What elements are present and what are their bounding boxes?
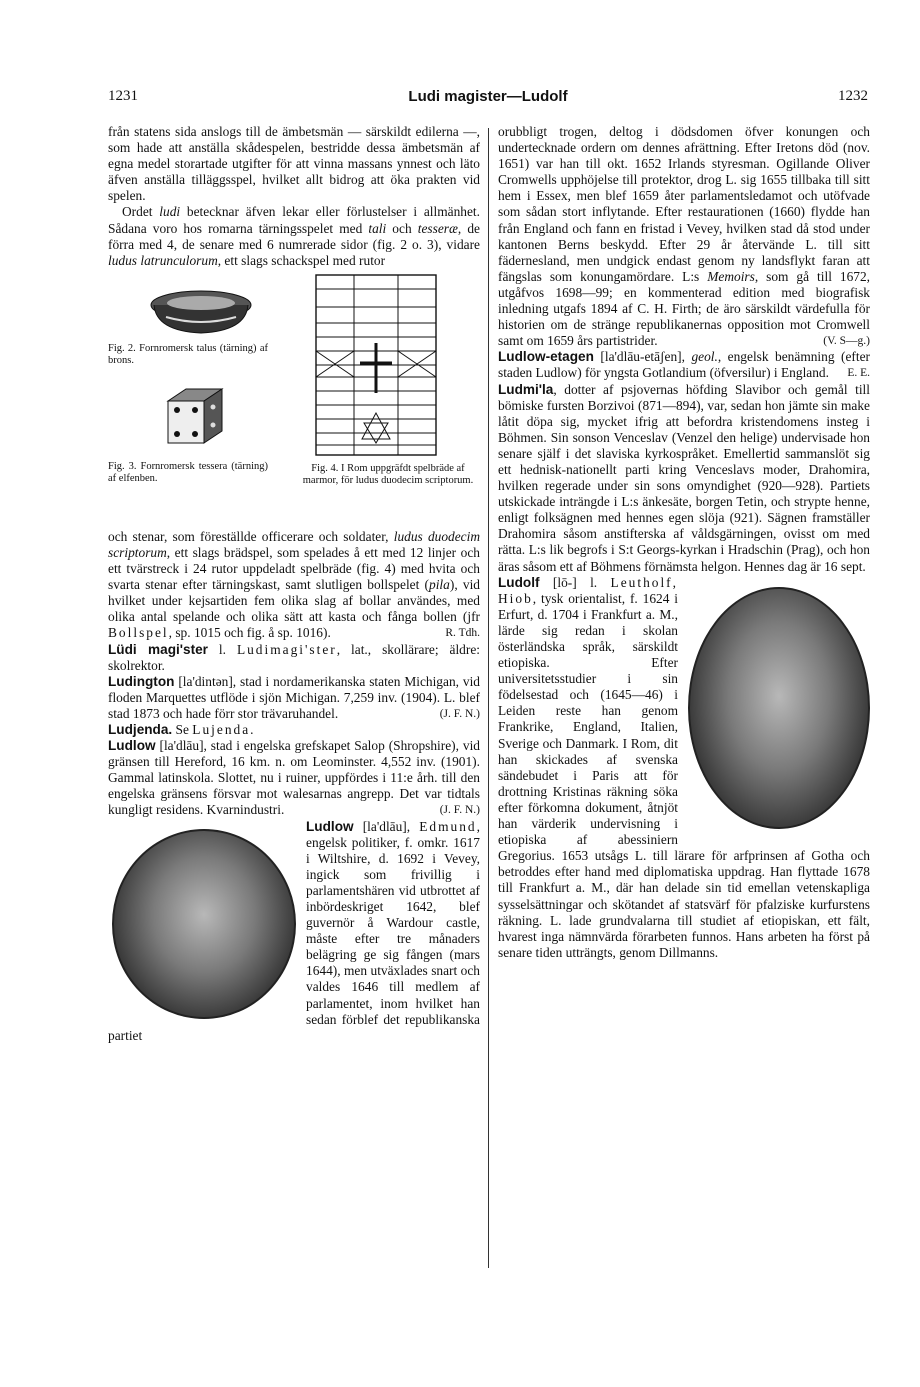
ludlow-portrait (112, 829, 296, 1019)
running-header (108, 88, 868, 110)
paragraph: från statens sida anslogs till de ämbetsmän — särskildt edilerna —, som hade att anställa skådespelen, bestridde dessa ämbetsmän af egna medel storartade utgifter för att vinna massans ynnest och läto äfven anställa tilläggsspel, hvilket allt bidrog att öka prakten vid spelen. (108, 124, 480, 204)
entry-ludmila: Ludmi'la, dotter af psjovernas höfding Slavibor och gemål till bömiske fursten Borzivoi (871—894), var, sedan hon jämte sin make låtit döpa sig, mycket ifrig att befordra kristendomens insteg i Böhmen. Sin sonson Venceslav (Venzel den helige) undervisade hon senare själf i det slaviska kyrkospråket. Emellertid sammanslöt sig ett hednisk-nationellt parti kring Venceslavs moder, Drahomira, hvilken regerade under sin sons omyndighet (920—928). Partiets utskickade inträngde i L:s änkesäte, borgen Tetin, och strypte henne, enligt folksägnen med hennes egen slöja (921). Sägnen framställer Drahomira såsom anstifterska af våldsgärningen, ovisst om med rätta. L:s lik begrofs i S:t Georgs-kyrkan i Hradschin (Prag), och hon äras såsom ett af Böhmens förnämsta helgon. Hennes dag är 16 sept. (498, 381, 870, 574)
figures-block (108, 273, 480, 523)
fig3-caption: Fig. 3. Fornromersk tessera (tärning) af elfenben. (108, 460, 268, 484)
paragraph: Ordet ludi betecknar äfven lekar eller förlustelser i allmänhet. Sådana voro hos romarna tärningsspelet med tali och tesseræ, de förra med 4, de senare med 6 numrerade sidor (fig. 2 o. 3), vidare ludus latrunculorum, ett slags schackspel med rutor (108, 204, 480, 268)
left-column (108, 124, 480, 1044)
running-title: Ludi magister—Ludolf (408, 88, 568, 105)
entry-ludlow-town: Ludlow [la'dlāu], stad i engelska grefskapet Salop (Shropshire), vid gränsen till Hereford, 16 km. n. om Leominster. 4,552 inv. (1901). Gammal latinskola. Slottet, nu i ruiner, uppfördes i 11:e årh. till den engelska gränsens försvar mot walesarnas angrepp. Det var tidtals kungligt residens. Kvarnindustri. (J. F. N.) (108, 738, 480, 818)
entry-ludjenda: Ludjenda. Se Lujenda. (108, 721, 254, 737)
fig4-caption: Fig. 4. I Rom uppgräfdt spelbräde af marmor, för ludus duodecim scriptorum. (302, 462, 474, 486)
entry-ludington: Ludington [la'dintən], stad i nordamerikanska staten Michigan, vid floden Marquettes utflöde i sjön Michigan. 7,259 inv. (1904). L. blef stad 1873 och hade förr stor trävaruhandel. (J. F. N.) (108, 673, 480, 721)
paragraph: orubbligt trogen, deltog i dödsdomen öfver konungen och undertecknade ordern om dennes afrättning. Efter Iretons död (nov. 1651) var han till okt. 1652 Irlands styresman. Ogillande Oliver Cromwells upphöjelse till protektor, drog L. sig 1655 tillbaka till sitt hem i Essex, men blef 1659 åter parlamentsledamot och utöfvade som sådan stort inflytande. Efter restaurationen (1660) flydde han från England och fann en fristad i Vevey, hvilken stad då stod under kantonen Berns beskydd. Efter 29 år återvände L. till sitt fädernesland, men undgick endast genom ny landsflykt faran att fängslas som konungamördare. L:s Memoirs, som gå till 1672, utgåfvos 1698—99; en kommenterad edition med biografisk inledning utgafs 1894 af C. H. Firth; de äro särskildt värdefulla för historien om de stränge republikanernas opposition mot Cromwell samt om 1659 års partistrider. (V. S—g.) (498, 124, 870, 349)
paragraph: och stenar, som föreställde officerare och soldater, ludus duodecim scriptorum, ett slags brädspel, som spelades å ett med 12 linjer och ett tvärstreck i 24 rutor uppdeladt spelbräde (fig. 4) med hvita och svarta stenar efter tärningskast, samt slutligen bollspelet (pila), vid hvilket under kejsartiden fem olika slag af bollar användes, med olika antal spelande och olika sätt att kasta och fånga bollen (jfr Bollspel, sp. 1015 och fig. å sp. 1016). R. Tdh. (108, 528, 480, 641)
column-rule (488, 128, 489, 1268)
ludolf-portrait (688, 587, 870, 829)
page-number-right: 1232 (838, 88, 868, 104)
entry-ludlow-etagen: Ludlow-etagen [la'dlāu-etāʃen], geol., engelsk benämning (efter staden Ludlow) för yngsta Gotlandium (öfversilur) i England. E. E. (498, 349, 870, 381)
game-board-figure (314, 273, 438, 457)
fig2-caption: Fig. 2. Fornromersk talus (tärning) af brons. (108, 342, 268, 366)
entry-ludi-magister: Lüdi magi'ster l. Ludimagi'ster, lat., skollärare; äldre: skolrektor. (108, 641, 481, 673)
tessera-figure (164, 385, 226, 447)
page-number-left: 1231 (108, 88, 138, 104)
talus-figure (146, 287, 256, 337)
entry-ludolf: Ludolf [lō-] l. Leutholf, Hiob, tysk orientalist, f. 1624 i Erfurt, d. 1704 i Frankfurt a. M., lärde sig redan i skolan österländska språk, särskildt etiopiska. Efter universitetsstudier i sin födelsestad och (1645—46) i Leiden reste han genom Frankrike, England, Italien, Sverige och Danmark. I Rom, dit han skickades af svenska sändebudet i Paris att för drottning Kristinas räkning söka efter förkomna dokument, åtnjöt han värderik undervisning i etiopiska af abessiniern Gregorius. 1653 utsågs L. till lärare för arfprinsen af Gotha och betroddes efter hand med diplomatiska uppdrag. Han flyttade 1678 till Frankfurt a. M., där han delade sin tid emellan vetenskapliga sysselsättningar och skötandet af statsvärf för pfalziske kurfurstens räkning. L. lade grundvalarna till studiet af etiopiskan, ett fält, hvarest inga nämnvärda förarbeten funnos. Hans arbeten ha först på senare tiden utträngts, genom Dillmanns. (498, 574, 870, 960)
entry-ludlow-edmund: Ludlow [la'dlāu], Edmund, engelsk politiker, f. omkr. 1617 i Wiltshire, d. 1692 i Vevey, ingick som frivillig i parlamentshären vid utbrottet af inbördeskriget 1642, blef guvernör å Wardour castle, måste efter tre månaders belägring ge sig fången (mars 1644), men utväxlades snart och valdes 1646 till medlem af parlamentet, inom hvilket han sedan förblef det republikanska partiet (108, 818, 480, 1043)
right-column (498, 124, 870, 961)
